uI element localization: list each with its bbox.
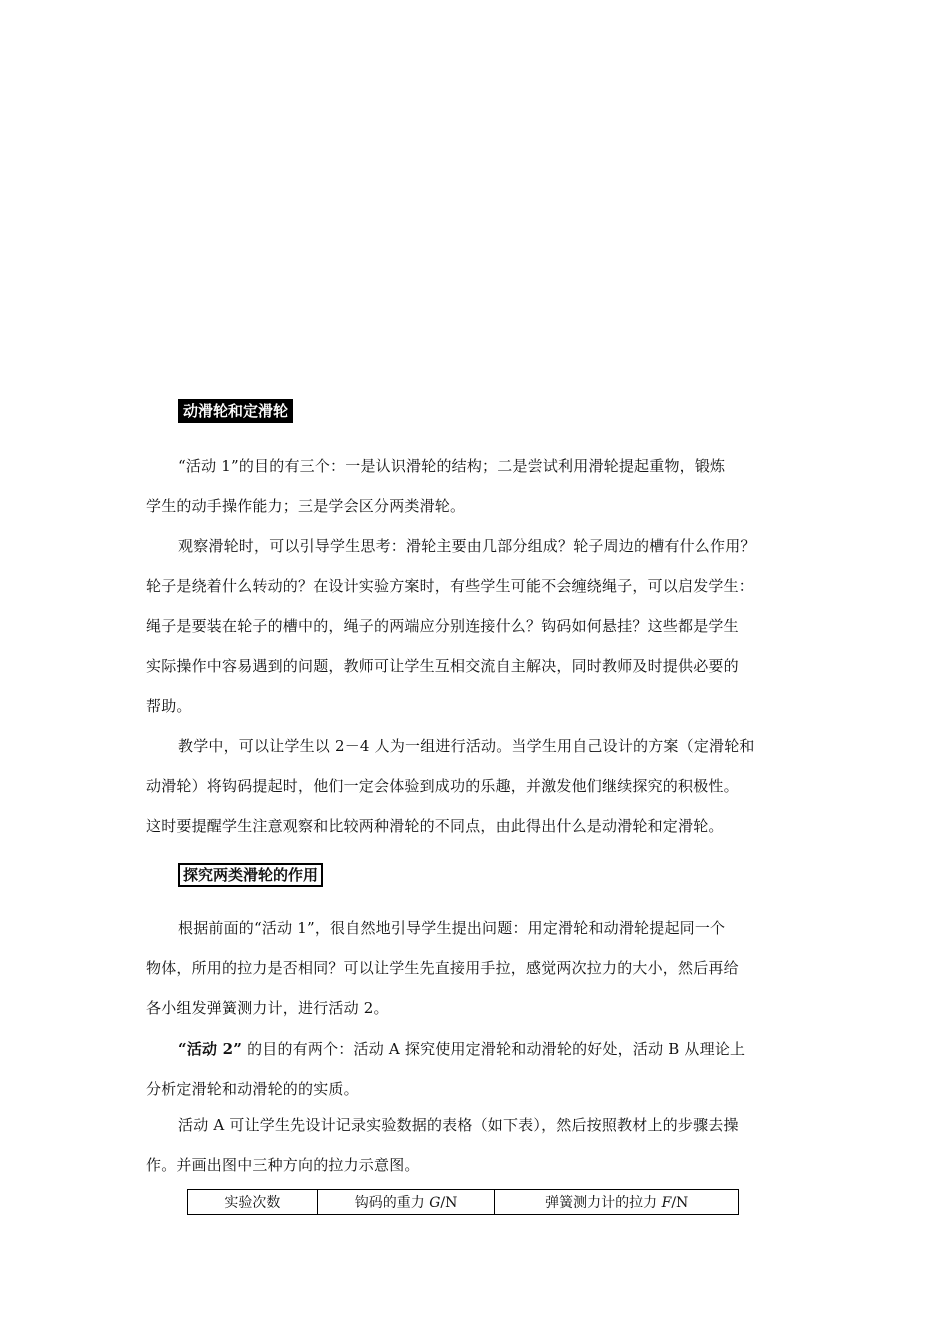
paragraph-line [178, 1039, 745, 1059]
table-header-cell [317, 1190, 495, 1215]
paragraph-line: 活动 A 可让学生先设计记录实验数据的表格（如下表），然后按照教材上的步骤去操 [178, 1116, 739, 1134]
table-header-cell [495, 1190, 739, 1215]
paragraph-line: “活动 1”的目的有三个：一是认识滑轮的结构；二是尝试利用滑轮提起重物，锻炼 [178, 457, 726, 475]
paragraph-line: 帮助。 [146, 697, 192, 715]
paragraph-line: 实际操作中容易遇到的问题，教师可让学生互相交流自主解决，同时教师及时提供必要的 [146, 657, 739, 675]
header-text: 钩码的重力 [354, 1195, 430, 1211]
section-heading-pulleys [178, 399, 293, 423]
paragraph-line: 学生的动手操作能力；三是学会区分两类滑轮。 [146, 497, 466, 515]
paragraph-line: 动滑轮）将钩码提起时，他们一定会体验到成功的乐趣，并激发他们继续探究的积极性。 [146, 777, 739, 795]
section-heading-text: 动滑轮和定滑轮 [183, 402, 289, 420]
paragraph-line: 物体，所用的拉力是否相同？可以让学生先直接用手拉，感觉两次拉力的大小，然后再给 [146, 959, 739, 977]
paragraph-line: 分析定滑轮和动滑轮的的实质。 [146, 1080, 359, 1098]
unit-text: /N [440, 1195, 458, 1211]
variable-symbol: F [661, 1195, 672, 1211]
paragraph-line: 这时要提醒学生注意观察和比较两种滑轮的不同点，由此得出什么是动滑轮和定滑轮。 [146, 817, 724, 835]
experiment-data-table [187, 1189, 739, 1215]
paragraph-line: 作。并画出图中三种方向的拉力示意图。 [146, 1156, 420, 1174]
section-heading-text: 探究两类滑轮的作用 [183, 866, 319, 884]
paragraph-line: 观察滑轮时，可以引导学生思考：滑轮主要由几部分组成？轮子周边的槽有什么作用？ [178, 537, 756, 555]
unit-text: /N [671, 1195, 689, 1211]
table-header-row [188, 1190, 739, 1215]
paragraph-line: 教学中，可以让学生以 2－4 人为一组进行活动。当学生用自己设计的方案（定滑轮和 [178, 737, 755, 755]
section-heading-explore [178, 863, 323, 887]
paragraph-text: 的目的有两个：活动 A 探究使用定滑轮和动滑轮的好处，活动 B 从理论上 [242, 1040, 746, 1058]
paragraph-line: 轮子是绕着什么转动的？在设计实验方案时，有些学生可能不会缠绕绳子，可以启发学生： [146, 577, 755, 595]
paragraph-line: 绳子是要装在轮子的槽中的，绳子的两端应分别连接什么？钩码如何悬挂？这些都是学生 [146, 617, 739, 635]
activity-2-label: “活动 2” [178, 1040, 243, 1058]
paragraph-line: 各小组发弹簧测力计，进行活动 2。 [146, 999, 389, 1017]
table-header-cell [188, 1190, 318, 1215]
variable-symbol: G [429, 1195, 441, 1211]
paragraph-line: 根据前面的“活动 1”，很自然地引导学生提出问题：用定滑轮和动滑轮提起同一个 [178, 919, 726, 937]
header-text: 实验次数 [224, 1195, 281, 1211]
header-text: 弹簧测力计的拉力 [545, 1195, 662, 1211]
